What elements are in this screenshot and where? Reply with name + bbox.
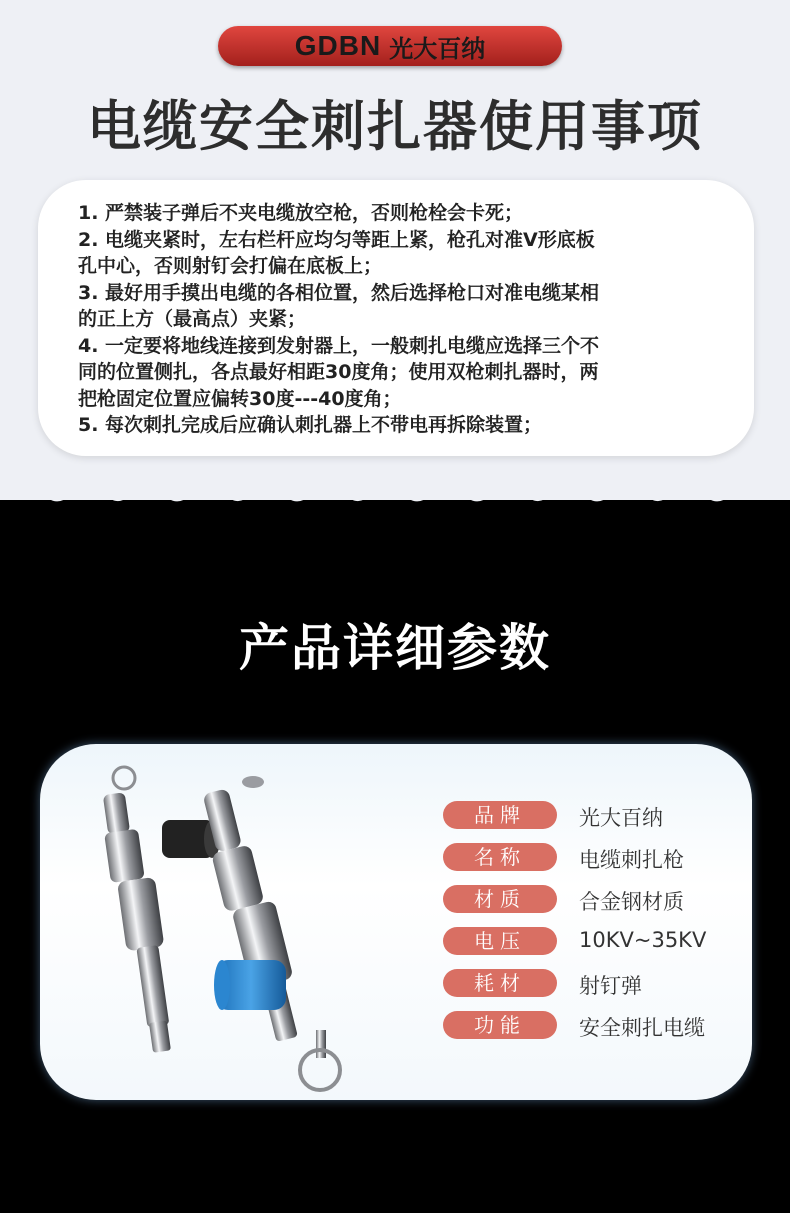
spec-row bbox=[443, 968, 642, 998]
spec-row bbox=[443, 926, 707, 956]
spec-value: 电缆刺扎枪 bbox=[579, 848, 684, 872]
spec-label: 材质 bbox=[443, 885, 557, 913]
spec-value: 光大百纳 bbox=[579, 806, 663, 830]
spec-row bbox=[443, 1010, 705, 1040]
spec-label: 品牌 bbox=[443, 801, 557, 829]
usage-notes-list bbox=[78, 200, 728, 439]
spec-row bbox=[443, 800, 663, 830]
usage-note: 4. 一定要将地线连接到发射器上，一般刺扎电缆应选择三个不 同的位置侧扎，各点最好相距30度角；使用双枪刺扎器时，两 把枪固定位置应偏转30度---40度角； bbox=[78, 334, 600, 410]
product-image bbox=[90, 760, 380, 1100]
spec-value: 射钉弹 bbox=[579, 974, 642, 998]
page-title: 电缆安全刺扎器使用事项 bbox=[87, 95, 703, 158]
section-title: 产品详细参数 bbox=[239, 619, 551, 677]
spec-label: 耗材 bbox=[443, 969, 557, 997]
wave-divider bbox=[0, 470, 790, 530]
usage-note: 3. 最好用手摸出电缆的各相位置，然后选择枪口对准电缆某相 的正上方（最高点）夹紧； bbox=[78, 281, 600, 330]
usage-note: 5. 每次刺扎完成后应确认刺扎器上不带电再拆除装置； bbox=[78, 414, 543, 436]
brand-logo bbox=[218, 26, 562, 66]
brand-logo-cn: 光大百纳 bbox=[389, 34, 486, 63]
brand-logo-text: GDBN bbox=[294, 30, 382, 61]
spec-label: 功能 bbox=[443, 1011, 557, 1039]
spec-label: 名称 bbox=[443, 843, 557, 871]
spec-row bbox=[443, 842, 684, 872]
spec-value: 合金钢材质 bbox=[579, 890, 684, 914]
spec-row bbox=[443, 884, 684, 914]
usage-note: 1. 严禁装子弹后不夹电缆放空枪，否则枪栓会卡死； bbox=[78, 202, 524, 224]
spec-value: 安全刺扎电缆 bbox=[579, 1016, 705, 1040]
usage-note: 2. 电缆夹紧时，左右栏杆应均匀等距上紧，枪孔对准V形底板 孔中心，否则射钉会打偏在底板上； bbox=[78, 228, 595, 277]
spec-label: 电压 bbox=[443, 927, 557, 955]
spec-value: 10KV~35KV bbox=[579, 928, 707, 952]
